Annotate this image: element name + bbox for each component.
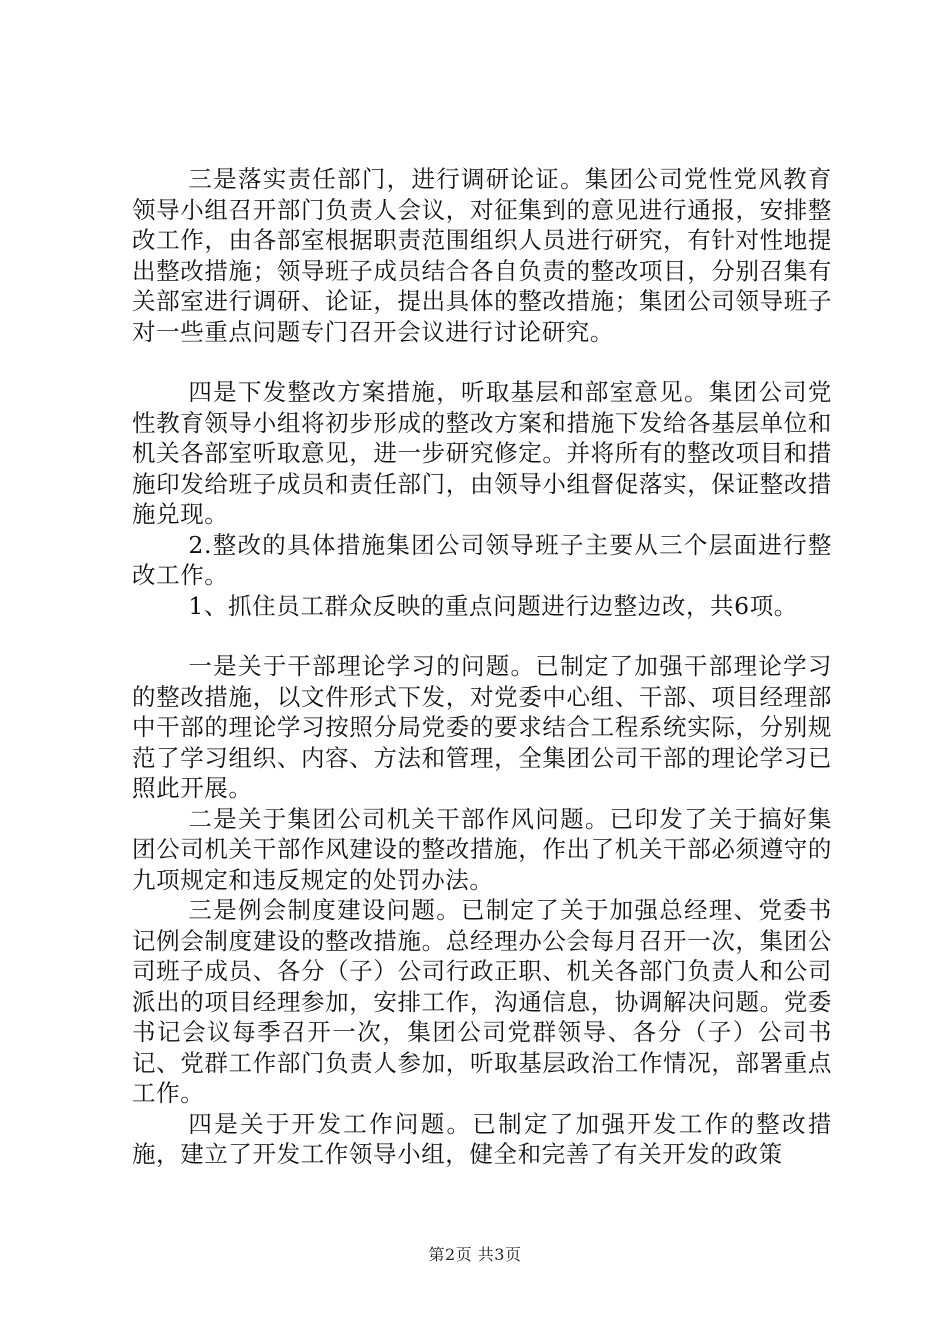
paragraph-development-work: 四是关于开发工作问题。已制定了加强开发工作的整改措施，建立了开发工作领导小组，健全和完善了有关开发的政策 xyxy=(132,1109,832,1168)
paragraph-work-style: 二是关于集团公司机关干部作风问题。已印发了关于搞好集团公司机关干部作风建设的整改措施，作出了机关干部必须遵守的九项规定和违反规定的处罚办法。 xyxy=(132,804,832,894)
paragraph-responsibility: 三是落实责任部门，进行调研论证。集团公司党性党风教育领导小组召开部门负责人会议，对征集到的意见进行通报，安排整改工作，由各部室根据职责范围组织人员进行研究，有针对性地提出整改措施；领导班子成员结合各自负责的整改项目，分别召集有关部室进行调研、论证，提出具体的整改措施；集团公司领导班子对一些重点问题专门召开会议进行讨论研究。 xyxy=(132,165,832,346)
paragraph-gap xyxy=(132,347,832,377)
page-number-footer: 第2页 共3页 xyxy=(428,1245,522,1264)
paragraph-theory-study: 一是关于干部理论学习的问题。已制定了加强干部理论学习的整改措施，以文件形式下发，对党委中心组、干部、项目经理部中干部的理论学习按照分局党委的要求结合工程系统实际，分别规范了学习组织、内容、方法和管理，全集团公司干部的理论学习已照此开展。 xyxy=(132,652,832,802)
paragraph-issue-plan: 四是下发整改方案措施，听取基层和部室意见。集团公司党性教育领导小组将初步形成的整改方案和措施下发给各基层单位和机关各部室听取意见，进一步研究修定。并将所有的整改项目和措施印发给班子成员和责任部门，由领导小组督促落实，保证整改措施兑现。 xyxy=(132,378,832,528)
paragraph-gap xyxy=(132,621,832,651)
paragraph-section-2: 2.整改的具体措施集团公司领导班子主要从三个层面进行整改工作。 xyxy=(132,530,832,589)
paragraph-meeting-system: 三是例会制度建设问题。已制定了关于加强总经理、党委书记例会制度建设的整改措施。总经理办公会每月召开一次，集团公司班子成员、各分（子）公司行政正职、机关各部门负责人和公司派出的项目经理参加，安排工作，沟通信息，协调解决问题。党委书记会议每季召开一次，集团公司党群领导、各分（子）公司书记、党群工作部门负责人参加，听取基层政治工作情况，部署重点工作。 xyxy=(132,896,832,1107)
paragraph-item-1: 1、抓住员工群众反映的重点问题进行边整边改，共6项。 xyxy=(188,591,798,620)
document-body xyxy=(132,164,832,1170)
